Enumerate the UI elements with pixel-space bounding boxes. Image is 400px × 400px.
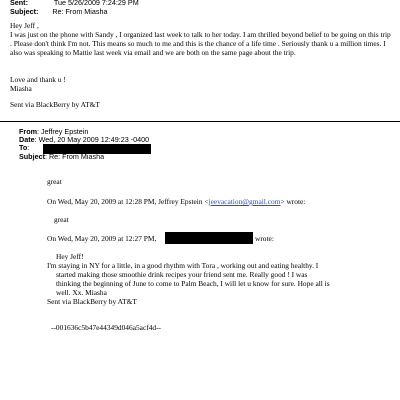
greeting: Hey Jeff , bbox=[10, 21, 39, 30]
sent-row bbox=[10, 0, 139, 7]
sent-label: Sent: bbox=[10, 0, 28, 7]
subject-value: Re: From Miasha bbox=[52, 7, 108, 16]
quote-1-prefix: On Wed, May 20, 2009 at 12:28 PM, Jeffrey Epstein < bbox=[47, 197, 209, 206]
sign-off-love: Love and thank u ! bbox=[10, 75, 66, 84]
quote-header-2-suffix: wrote: bbox=[255, 234, 274, 243]
to-label: To bbox=[19, 143, 28, 152]
inner-line-1: I'm staying in NY for a little, in a good rhythm with Tora , working out and eating healthy. I bbox=[47, 261, 319, 270]
mime-boundary: --001636c5b47e44349d046a5acf4d-- bbox=[51, 323, 162, 332]
subject-row bbox=[10, 7, 107, 16]
quote-header-1 bbox=[47, 197, 305, 206]
email-link[interactable]: jeevacation@gmail.com bbox=[208, 197, 281, 206]
date-row bbox=[19, 135, 149, 144]
date-value: : Wed, 20 May 2009 12:49:23 -0400 bbox=[34, 135, 150, 144]
reply-great-quoted: great bbox=[54, 215, 69, 224]
reply-great: great bbox=[47, 177, 62, 186]
subject-label: Subject: bbox=[10, 7, 39, 16]
subject-row-2 bbox=[19, 152, 104, 161]
date-label: Date bbox=[19, 135, 35, 144]
inner-signature: Sent via BlackBerry by AT&T bbox=[47, 297, 137, 306]
inner-greeting: Hey Jeff! bbox=[56, 252, 84, 261]
inner-line-4: well. Xx. Miasha bbox=[56, 288, 107, 297]
inner-line-3: thinking the beginning of June to come to Palm Beach, I will let u know for sure. Hope all is bbox=[56, 279, 330, 288]
from-value: : Jeffrey Epstein bbox=[36, 127, 89, 136]
quote-header-2-prefix: On Wed, May 20, 2009 at 12:27 PM, bbox=[47, 234, 157, 243]
signature: Sent via BlackBerry by AT&T bbox=[10, 100, 100, 109]
to-value: : bbox=[27, 143, 30, 152]
message-divider bbox=[0, 121, 400, 122]
message-paragraph: I was just on the phone with Sandy , I organized last week to talk to her today. I am thrilled beyond belief to be going on this trip . Please don't think I'm not. This means so much to me and this is the chance of a life time . Seriously thank u a million times. I also was speaking to Mattie last week via email and we are both on the same page about the trip. bbox=[10, 30, 391, 58]
inner-line-2: started making those smoothie drink recipes your friend sent me. Really good ! I was bbox=[56, 270, 308, 279]
subject-value-2: : Re: From Miasha bbox=[44, 152, 105, 161]
quote-1-suffix: > wrote: bbox=[280, 197, 306, 206]
to-row bbox=[19, 143, 29, 152]
sign-off-name: Miasha bbox=[10, 84, 32, 93]
redaction-sender bbox=[165, 232, 253, 244]
from-label: From bbox=[19, 127, 37, 136]
sent-value: Tue 5/26/2009 7:24:29 PM bbox=[53, 0, 139, 7]
subject-label-2: Subject bbox=[19, 152, 45, 161]
